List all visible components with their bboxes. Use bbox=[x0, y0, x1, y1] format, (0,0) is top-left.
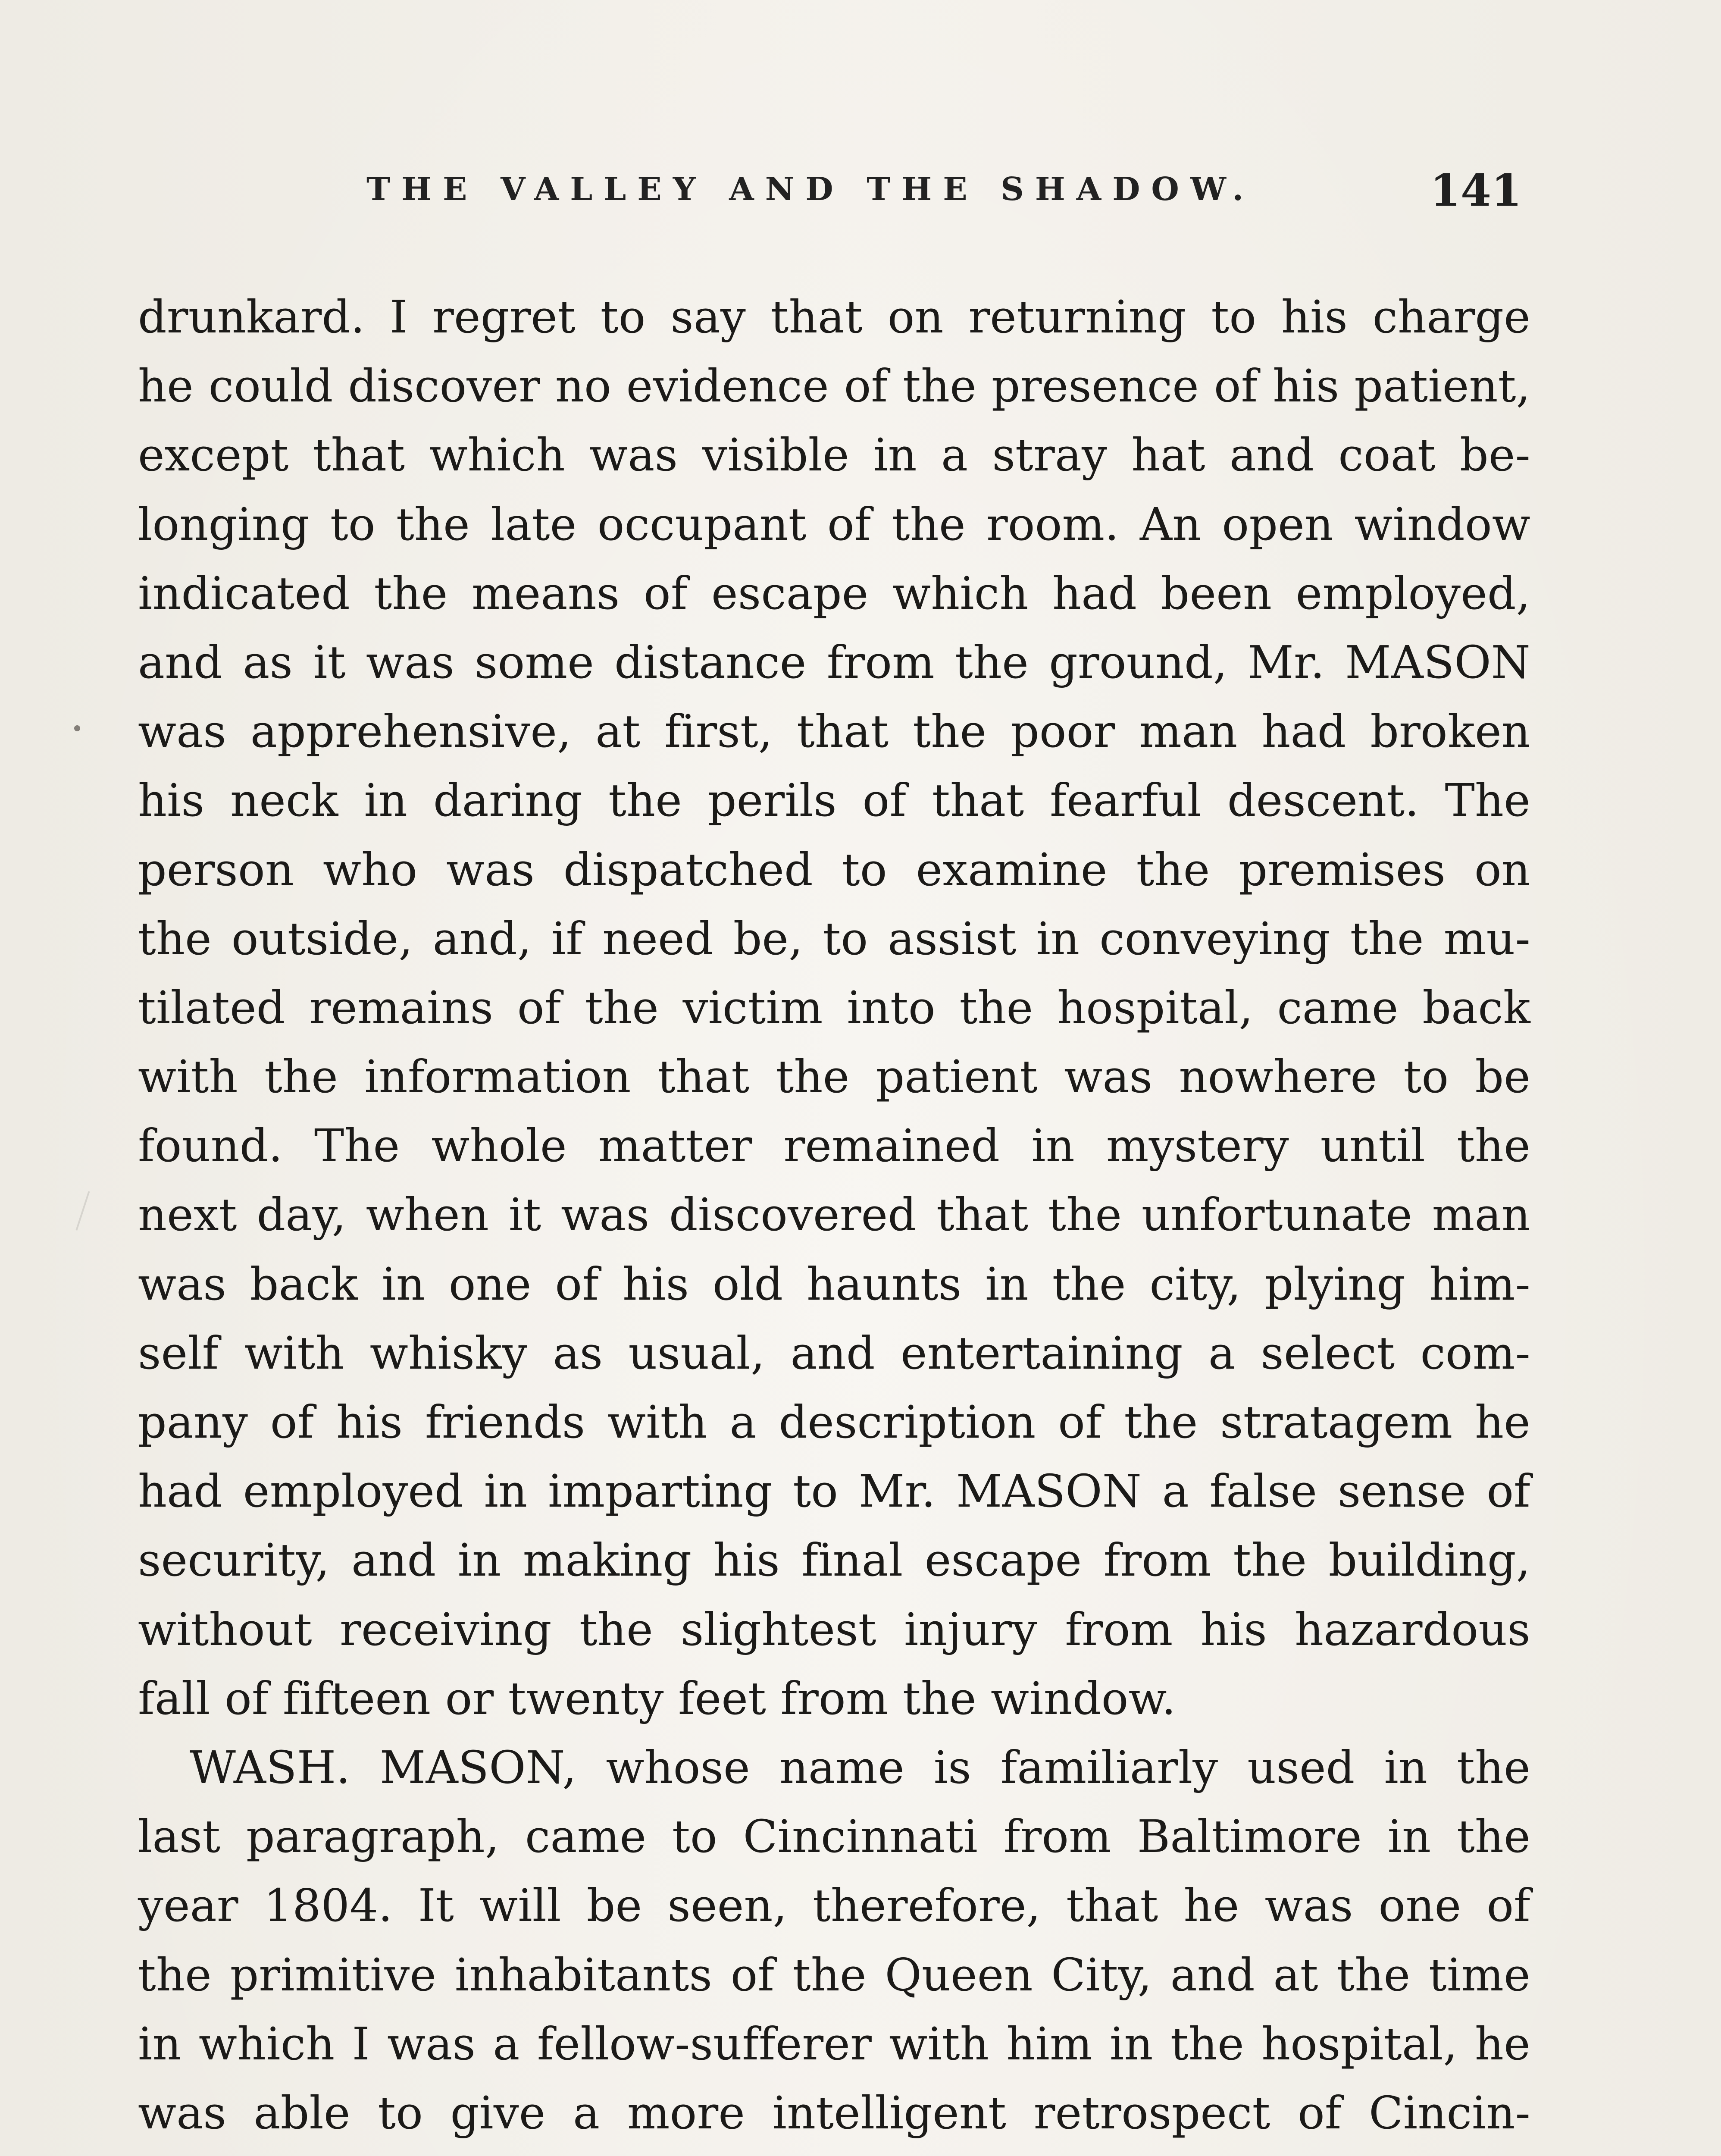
text-line: had employed in imparting to Mr. MASON a false sense of bbox=[138, 1465, 1530, 1518]
text-line: self with whisky as usual, and entertaining a select com- bbox=[138, 1326, 1530, 1379]
text-line: was able to give a more intelligent retrospect of Cincin- bbox=[138, 2086, 1530, 2139]
text-line: next day, when it was discovered that the unfortunate man bbox=[138, 1188, 1530, 1241]
text-line: longing to the late occupant of the room. An open window bbox=[138, 498, 1530, 551]
text-line: was back in one of his old haunts in the city, plying him- bbox=[138, 1257, 1530, 1310]
page-number: 141 bbox=[1430, 165, 1522, 216]
text-line: drunkard. I regret to say that on returning to his charge bbox=[138, 291, 1530, 343]
text-line: last paragraph, came to Cincinnati from Baltimore in the bbox=[138, 1810, 1530, 1863]
text-line: person who was dispatched to examine the premises on bbox=[138, 843, 1530, 896]
body-text bbox=[138, 282, 1530, 2156]
text-line: year 1804. It will be seen, therefore, that he was one of bbox=[138, 1879, 1530, 1932]
text-line: his neck in daring the perils of that fearful descent. The bbox=[138, 774, 1530, 827]
paragraph-start-line: WASH. MASON, whose name is familiarly used in the bbox=[190, 1741, 1530, 1794]
text-line: he could discover no evidence of the presence of his patient, bbox=[138, 360, 1530, 413]
text-line: with the information that the patient was nowhere to be bbox=[138, 1050, 1530, 1103]
text-line: the outside, and, if need be, to assist in conveying the mu- bbox=[138, 912, 1530, 965]
text-line: the primitive inhabitants of the Queen City, and at the time bbox=[138, 1948, 1530, 2001]
text-line: except that which was visible in a stray hat and coat be- bbox=[138, 429, 1530, 482]
text-line: and as it was some distance from the ground, Mr. MASON bbox=[138, 636, 1530, 689]
text-line: in which I was a fellow-sufferer with him in the hospital, he bbox=[138, 2017, 1530, 2070]
running-title: THE VALLEY AND THE SHADOW. bbox=[366, 171, 1255, 208]
text-line: found. The whole matter remained in mystery until the bbox=[138, 1119, 1530, 1172]
running-header bbox=[142, 165, 1522, 220]
text-line: without receiving the slightest injury from his hazardous bbox=[138, 1603, 1530, 1656]
text-line: fall of fifteen or twenty feet from the window. bbox=[138, 1672, 1176, 1725]
text-line: pany of his friends with a description of the stratagem he bbox=[138, 1396, 1530, 1448]
text-line bbox=[138, 2147, 1530, 2156]
print-speck bbox=[74, 725, 80, 731]
paper-mark bbox=[75, 1191, 90, 1231]
text-line: security, and in making his final escape from the building, bbox=[138, 1534, 1530, 1587]
text-line: tilated remains of the victim into the hospital, came back bbox=[138, 981, 1530, 1034]
text-line: was apprehensive, at first, that the poor man had broken bbox=[138, 705, 1530, 758]
text-line: indicated the means of escape which had been employed, bbox=[138, 567, 1530, 620]
